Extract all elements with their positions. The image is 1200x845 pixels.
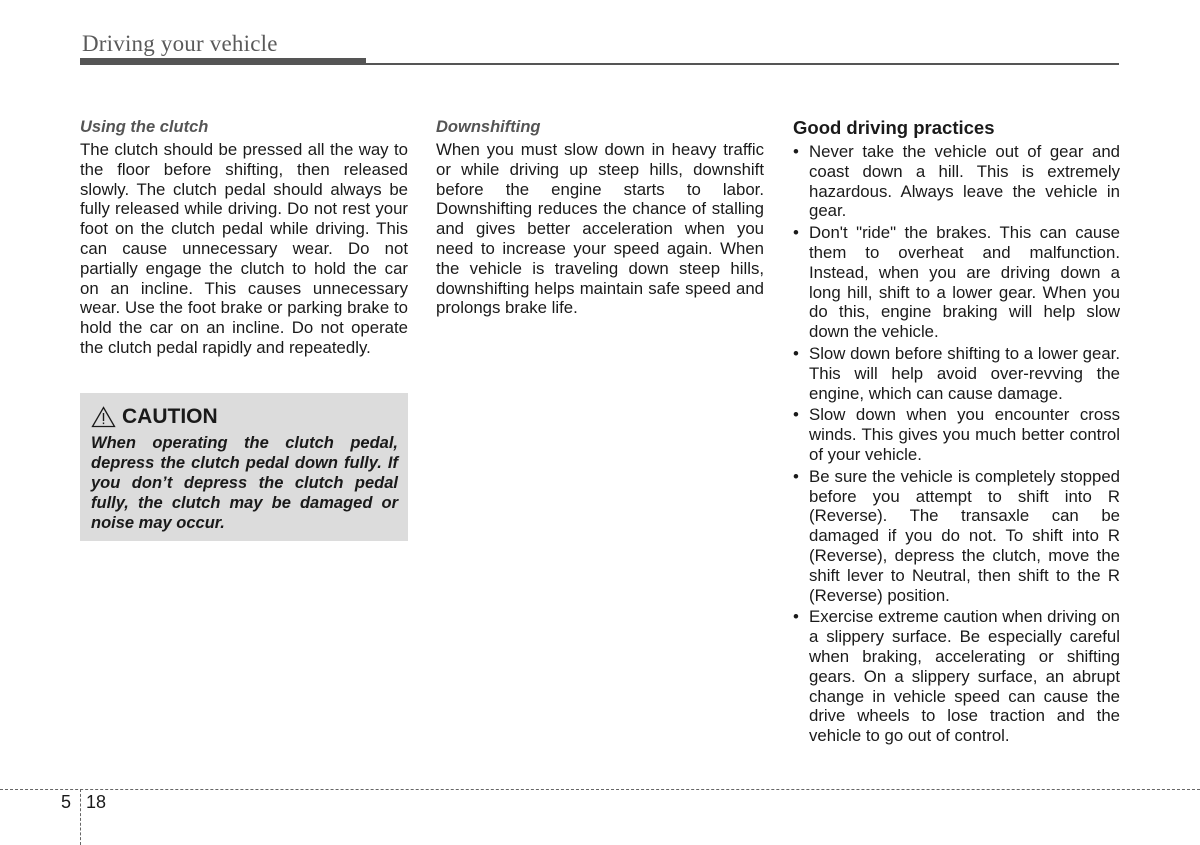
list-item-text: Never take the vehicle out of gear and coast down a hill. This is extremely hazardous. Always leave the vehicle in gear. (809, 142, 1120, 221)
list-item-text: Don't "ride" the brakes. This can cause them to overheat and malfunction. Instead, when you are driving down a long hill, shift to a lower gear. When you do this, engine braking will help slow down the vehicle. (809, 223, 1120, 342)
list-item (793, 344, 1120, 403)
list-item-text: Slow down before shifting to a lower gear. This will help avoid over-revving the engine, which can cause damage. (809, 343, 1120, 403)
bullet-icon: • (793, 405, 799, 425)
header-rule-thick (80, 58, 366, 65)
caution-header (91, 403, 398, 431)
column-clutch (80, 116, 408, 358)
list-item (793, 405, 1120, 464)
section-heading-downshifting: Downshifting (436, 118, 541, 136)
bullet-icon: • (793, 466, 799, 486)
list-item-text: Slow down when you encounter cross winds. This gives you much better control of your vehicle. (809, 405, 1120, 464)
list-item (793, 607, 1120, 746)
list-item-text: Be sure the vehicle is completely stopped before you attempt to shift into R (Reverse). The transaxle can be damaged if you do not. To shift into R (Reverse), depress the clutch, move the shift lever to Neutral, then shift to the R (Reverse) position. (809, 466, 1120, 605)
bullet-icon: • (793, 142, 799, 161)
list-item (793, 142, 1120, 221)
warning-triangle-icon (91, 406, 116, 428)
bullet-icon: • (793, 607, 799, 627)
section-heading-using-clutch: Using the clutch (80, 118, 209, 136)
caution-title: CAUTION (122, 405, 218, 428)
column-good-driving (793, 116, 1120, 748)
caution-box (80, 393, 408, 541)
column-downshifting (436, 116, 764, 318)
footer-vertical-dashed-rule (80, 789, 81, 845)
list-item (793, 467, 1120, 606)
section-heading-good-driving: Good driving practices (793, 117, 995, 138)
bullet-icon: • (793, 223, 799, 243)
page-header-title: Driving your vehicle (82, 31, 278, 56)
header-rule-thin (366, 63, 1119, 65)
list-item (793, 223, 1120, 342)
downshifting-paragraph: When you must slow down in heavy traffic or while driving up steep hills, downshift before the engine starts to labor. Downshifting reduces the chance of stalling and gives better acceleration when you need to increase your speed again. When the vehicle is traveling down steep hills, downshifting helps maintain safe speed and prolongs brake life. (436, 140, 764, 318)
caution-text: When operating the clutch pedal, depress the clutch pedal down fully. If you don’t depress the clutch pedal fully, the clutch may be damaged or noise may occur. (91, 434, 398, 532)
bullet-icon: • (793, 343, 799, 363)
chapter-number: 5 (61, 792, 72, 812)
list-item-text: Exercise extreme caution when driving on a slippery surface. Be especially careful when braking, accelerating or shifting gears. On a slippery surface, an abrupt change in vehicle speed can cause the drive wheels to lose traction and the vehicle to go out of control. (809, 607, 1120, 746)
good-driving-list (793, 142, 1120, 746)
footer-dashed-rule (0, 789, 1200, 790)
page-number: 18 (86, 792, 107, 812)
clutch-paragraph: The clutch should be pressed all the way to the floor before shifting, then released slowly. The clutch pedal should always be fully released while driving. Do not rest your foot on the clutch pedal while driving. This can cause unnecessary wear. Do not partially engage the clutch to hold the car on an incline. This causes unnecessary wear. Use the foot brake or parking brake to hold the car on an incline. Do not operate the clutch pedal rapidly and repeatedly. (80, 140, 408, 357)
